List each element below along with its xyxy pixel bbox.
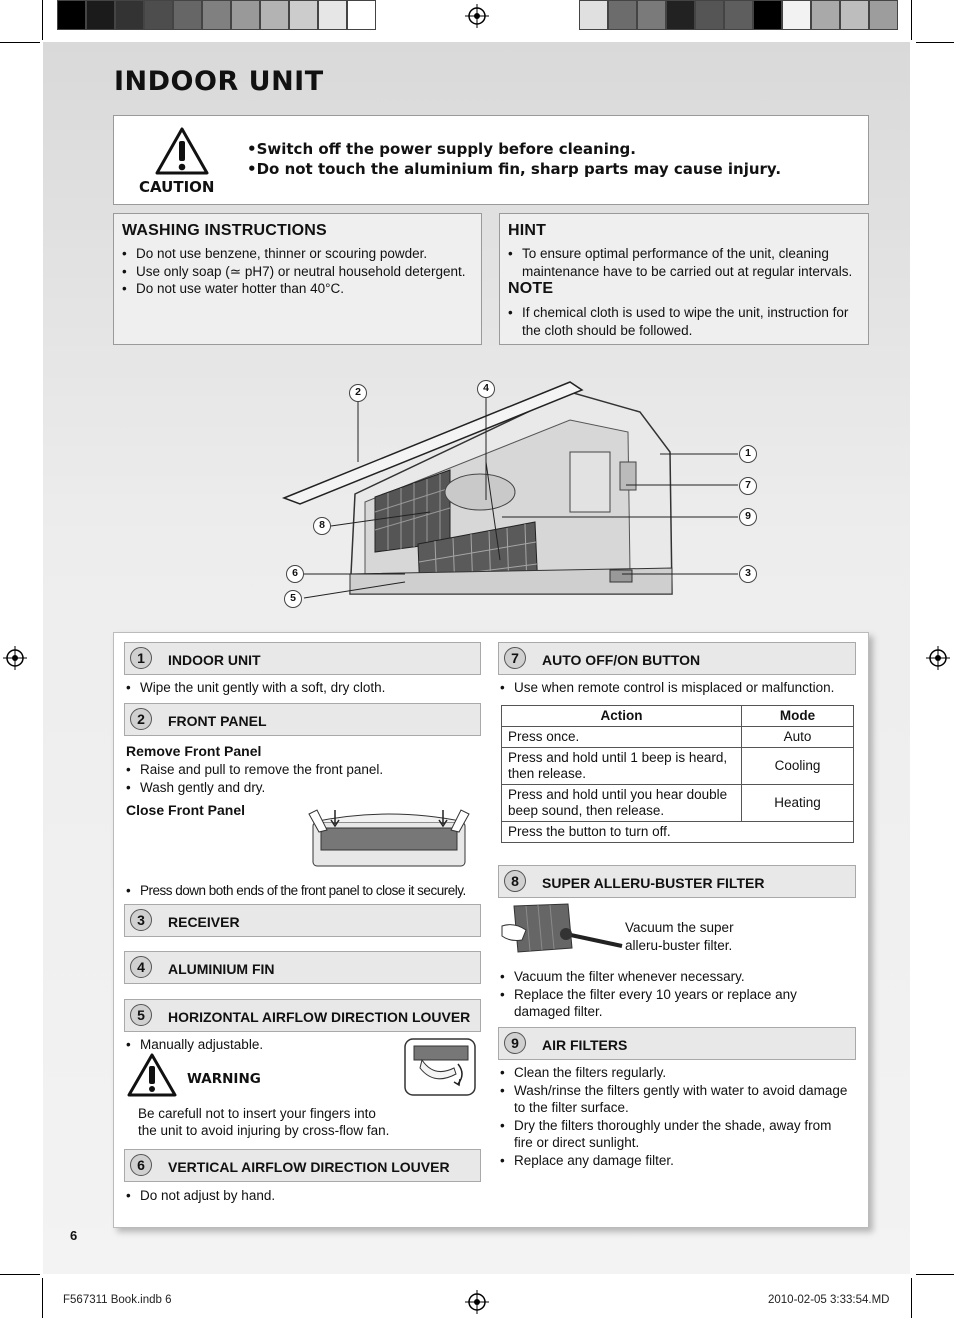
table-row	[502, 748, 854, 785]
table-row	[502, 727, 854, 748]
caution-box	[113, 115, 869, 205]
diagram-callout: 8	[313, 517, 331, 535]
auto-button-mode-table	[501, 705, 854, 843]
close-front-panel-illustration	[305, 802, 473, 870]
vacuum-caption-line-1: Vacuum the super	[625, 920, 734, 935]
section-number: 8	[504, 870, 526, 892]
section-header-front-panel	[124, 703, 481, 736]
section-number: 3	[130, 909, 152, 931]
warning-triangle-icon	[154, 126, 210, 176]
table-cell: Press the button to turn off.	[502, 822, 854, 843]
color-swatch	[666, 0, 695, 30]
list-item: • Do not use water hotter than 40°C.	[122, 280, 477, 298]
footer-timestamp: 2010-02-05 3:33:54.MD	[768, 1294, 890, 1306]
table-cell: Press and hold until you hear double beep sound, then release.	[502, 785, 742, 822]
registration-target-icon	[465, 1290, 489, 1314]
list-item: • Press down both ends of the front panel to close it securely.	[126, 882, 481, 900]
list-item: • Wipe the unit gently with a soft, dry cloth.	[126, 679, 476, 697]
list-item: • Manually adjustable.	[126, 1036, 386, 1054]
list-item: • Vacuum the filter whenever necessary.	[500, 968, 850, 986]
section-header-air-filters	[498, 1027, 856, 1060]
crop-mark	[42, 0, 43, 40]
note-list	[508, 304, 858, 339]
section-number: 2	[130, 708, 152, 730]
list-item: • Raise and pull to remove the front panel.	[126, 761, 426, 779]
section-header-aluminium-fin	[124, 951, 481, 984]
vacuum-caption-line-2: alleru-buster filter.	[625, 938, 733, 953]
diagram-callout: 4	[477, 380, 495, 398]
color-swatch	[608, 0, 637, 30]
section-number: 9	[504, 1032, 526, 1054]
color-swatch	[753, 0, 782, 30]
crop-mark	[916, 1274, 954, 1275]
section-title: SUPER ALLERU-BUSTER FILTER	[542, 875, 765, 891]
section-title: INDOOR UNIT	[168, 652, 261, 668]
section-header-horizontal-louver	[124, 999, 481, 1032]
table-header-row	[502, 706, 854, 727]
color-swatch	[289, 0, 318, 30]
list-item: • Replace the filter every 10 years or replace any damaged filter.	[500, 986, 850, 1021]
washing-list	[122, 245, 477, 298]
section-header-vertical-louver	[124, 1149, 481, 1182]
color-swatch	[695, 0, 724, 30]
list-item: • Replace any damage filter.	[500, 1152, 852, 1170]
table-row	[502, 785, 854, 822]
table-row	[502, 822, 854, 843]
diagram-callout: 7	[739, 477, 757, 495]
section-title: AIR FILTERS	[542, 1037, 628, 1053]
list-item: • Wash/rinse the filters gently with water to avoid damage to the filter surface.	[500, 1082, 852, 1117]
color-swatch	[173, 0, 202, 30]
section-number: 7	[504, 647, 526, 669]
diagram-callout: 2	[349, 384, 367, 402]
color-swatch	[579, 0, 608, 30]
color-swatch	[724, 0, 753, 30]
list-item: • Dry the filters thoroughly under the shade, away from fire or direct sunlight.	[500, 1117, 852, 1152]
list-item: • Do not adjust by hand.	[126, 1187, 476, 1205]
close-front-panel-list	[126, 882, 481, 900]
table-cell: Heating	[742, 785, 854, 822]
vacuum-filter-illustration	[500, 900, 625, 962]
warning-text-line-2: the unit to avoid injuring by cross-flow fan.	[138, 1123, 390, 1138]
crop-mark	[0, 42, 40, 43]
crop-mark	[911, 1278, 912, 1318]
warning-text-line-1: Be carefull not to insert your fingers into	[138, 1106, 376, 1121]
air-filters-list	[500, 1064, 852, 1169]
color-swatch	[869, 0, 898, 30]
list-item: • Use only soap (≃ pH7) or neutral household detergent.	[122, 263, 477, 281]
color-swatch	[231, 0, 260, 30]
list-item: • Wash gently and dry.	[126, 779, 426, 797]
diagram-callout: 5	[284, 590, 302, 608]
super-filter-list	[500, 968, 850, 1021]
warning-label: WARNING	[187, 1071, 261, 1087]
section-header-super-filter	[498, 865, 856, 898]
louver-hand-illustration	[404, 1038, 476, 1096]
hint-list	[508, 245, 858, 280]
section-title: VERTICAL AIRFLOW DIRECTION LOUVER	[168, 1159, 450, 1175]
diagram-callout: 3	[739, 565, 757, 583]
section-header-indoor-unit	[124, 642, 481, 675]
remove-front-panel-title: Remove Front Panel	[126, 743, 262, 759]
indoor-unit-list	[126, 679, 476, 697]
close-front-panel-title: Close Front Panel	[126, 802, 246, 818]
color-swatch	[57, 0, 86, 30]
list-item: • If chemical cloth is used to wipe the unit, instruction for the cloth should be followed.	[508, 304, 858, 339]
color-swatch	[347, 0, 376, 30]
section-header-auto-button	[498, 642, 856, 675]
registration-target-icon	[465, 4, 489, 28]
color-swatch	[318, 0, 347, 30]
hint-box	[499, 213, 869, 345]
table-cell: Press and hold until 1 beep is heard, then release.	[502, 748, 742, 785]
color-swatch	[637, 0, 666, 30]
washing-instructions-box	[113, 213, 482, 345]
section-title: AUTO OFF/ON BUTTON	[542, 652, 701, 668]
list-item: • To ensure optimal performance of the unit, cleaning maintenance have to be carried out at regular intervals.	[508, 245, 858, 280]
caution-label: CAUTION	[139, 178, 215, 196]
table-header: Mode	[742, 706, 854, 727]
diagram-callout: 1	[739, 445, 757, 463]
list-item: • Clean the filters regularly.	[500, 1064, 852, 1082]
footer-file-info: F567311 Book.indb 6	[63, 1294, 172, 1306]
registration-target-icon	[3, 646, 27, 670]
remove-front-panel-list	[126, 761, 426, 796]
crop-mark	[42, 1278, 43, 1318]
section-header-receiver	[124, 904, 481, 937]
table-cell: Cooling	[742, 748, 854, 785]
list-item: • Use when remote control is misplaced or malfunction.	[500, 679, 855, 697]
color-swatch	[115, 0, 144, 30]
table-cell: Auto	[742, 727, 854, 748]
crop-mark	[911, 0, 912, 40]
warning-triangle-icon	[126, 1052, 178, 1098]
crop-mark	[0, 1274, 40, 1275]
color-swatch	[782, 0, 811, 30]
color-swatch	[840, 0, 869, 30]
color-swatch	[86, 0, 115, 30]
section-title: RECEIVER	[168, 914, 240, 930]
section-title: FRONT PANEL	[168, 713, 267, 729]
color-swatch	[260, 0, 289, 30]
vertical-louver-list	[126, 1187, 476, 1205]
table-header: Action	[502, 706, 742, 727]
hint-title: HINT	[508, 222, 547, 239]
caution-line-2: •Do not touch the aluminium fin, sharp parts may cause injury.	[247, 160, 782, 178]
page-number: 6	[70, 1228, 78, 1243]
section-number: 6	[130, 1154, 152, 1176]
table-cell: Press once.	[502, 727, 742, 748]
caution-line-1: •Switch off the power supply before cleaning.	[247, 140, 636, 158]
horizontal-louver-list	[126, 1036, 386, 1054]
page-title: INDOOR UNIT	[114, 66, 324, 97]
section-number: 4	[130, 956, 152, 978]
section-number: 5	[130, 1004, 152, 1026]
crop-mark	[916, 42, 954, 43]
color-swatch	[202, 0, 231, 30]
registration-target-icon	[926, 646, 950, 670]
diagram-callout: 6	[286, 565, 304, 583]
section-title: HORIZONTAL AIRFLOW DIRECTION LOUVER	[168, 1009, 471, 1025]
indoor-unit-diagram	[270, 372, 770, 607]
auto-button-list	[500, 679, 855, 697]
washing-title: WASHING INSTRUCTIONS	[122, 222, 327, 239]
note-title: NOTE	[508, 280, 554, 297]
list-item: • Do not use benzene, thinner or scouring powder.	[122, 245, 477, 263]
section-title: ALUMINIUM FIN	[168, 961, 275, 977]
diagram-callout: 9	[739, 508, 757, 526]
color-swatch	[144, 0, 173, 30]
color-swatch	[811, 0, 840, 30]
section-number: 1	[130, 647, 152, 669]
